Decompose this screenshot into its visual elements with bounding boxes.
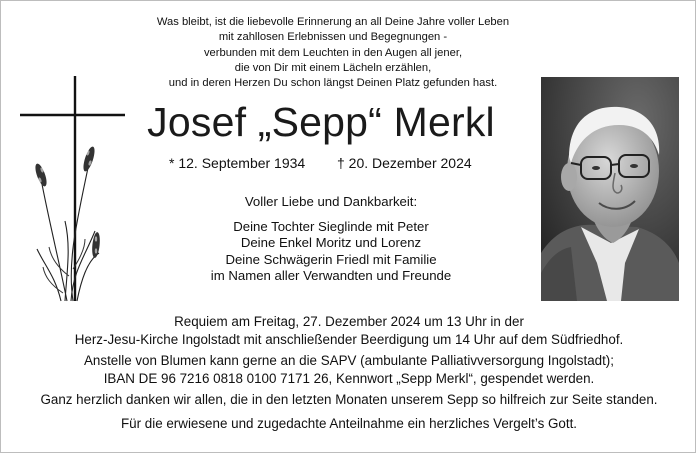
poem-line: verbunden mit dem Leuchten in den Augen all jener, [203,46,463,59]
poem-line: und in deren Herzen Du schon längst Deinen Platz gefunden hast. [168,77,498,90]
birth-date: * 12. September 1934 [169,155,306,171]
requiem-line: Requiem am Freitag, 27. Dezember 2024 um 13 Uhr in der [174,314,524,329]
portrait-photo [541,77,679,301]
donation-line: Anstelle von Blumen kann gerne an die SAPV (ambulante Palliativversorgung Ingolstadt); [84,353,614,369]
mourners-intro: Voller Liebe und Dankbarkeit: [244,194,418,209]
closing-line: Für die erwiesene und zugedachte Anteilnahme ein herzliches Vergelt’s Gott. [120,415,578,431]
poem-line: Was bleibt, ist die liebevolle Erinnerung an all Deine Jahre voller Leben [156,16,510,28]
mourner-line: Deine Tochter Sieglinde mit Peter [233,218,429,234]
mourner-line: im Namen aller Verwandten und Freunde [210,268,452,284]
requiem-line: Herz-Jesu-Kirche Ingolstadt mit anschließender Beerdigung um 14 Uhr auf dem Südfriedhof. [74,331,624,347]
death-date: † 20. Dezember 2024 [337,155,472,171]
deceased-name: Josef „Sepp“ Merkl [147,99,495,145]
mourner-line: Deine Enkel Moritz und Lorenz [240,235,422,251]
portrait-illustration [541,77,679,301]
thanks-line: Ganz herzlich danken wir allen, die in den letzten Monaten unserem Sepp so hilfreich zur Seite standen. [40,392,658,408]
memorial-poem [121,15,545,91]
mourner-line: Deine Schwägerin Friedl mit Familie [225,251,437,267]
service-information [9,313,689,433]
poem-line: die von Dir mit einem Lächeln erzählen, [234,61,432,74]
poem-line: mit zahllosen Erlebnissen und Begegnungen - [218,31,448,44]
donation-line: IBAN DE 96 7216 0818 0100 7171 26, Kennwort „Sepp Merkl“, gespendet werden. [103,370,595,386]
mourners-block [141,194,521,285]
